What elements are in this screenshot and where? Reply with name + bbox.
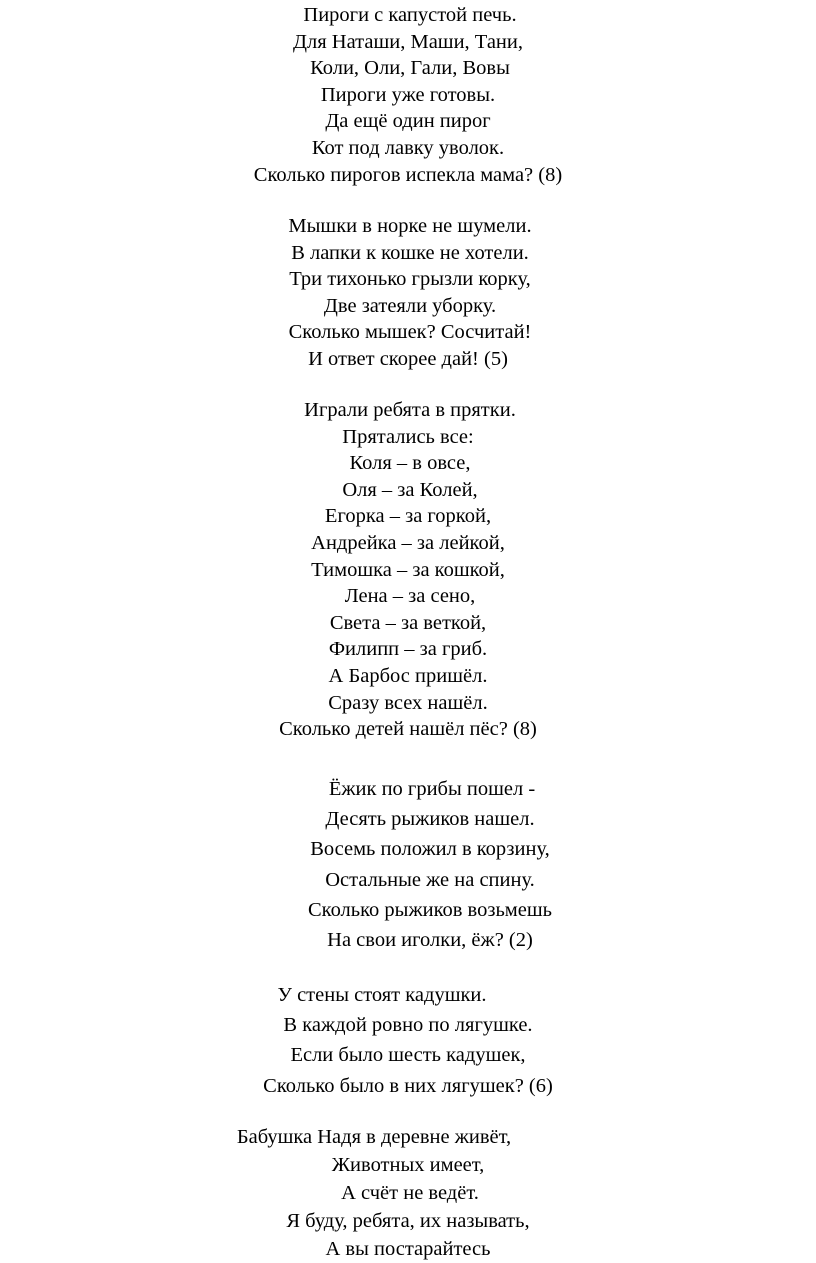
poem-line: Остальные же на спину. <box>325 868 535 891</box>
poem-question: Сколько пирогов испекла мама? (8) <box>253 163 563 186</box>
poem-question: И ответ скорее дай! (5) <box>308 347 508 370</box>
poem-line: Животных имеет, <box>331 1154 485 1176</box>
poem-question: На свои иголки, ёж? (2) <box>327 928 533 951</box>
poem-line: А вы постарайтесь <box>325 1238 491 1260</box>
poem-line: Лена – за сено, <box>344 585 476 608</box>
poem-pies <box>0 2 816 188</box>
poem-line: Да ещё один пирог <box>325 110 491 133</box>
poem-line: Для Наташи, Маши, Тани, <box>293 30 523 53</box>
poem-line: Я буду, ребята, их называть, <box>286 1210 530 1232</box>
poem-line: В лапки к кошке не хотели. <box>291 241 529 264</box>
poem-line: Восемь положил в корзину, <box>310 838 550 861</box>
poem-line: Мышки в норке не шумели. <box>288 215 532 237</box>
poem-line: В каждой ровно по лягушке. <box>283 1014 533 1037</box>
poem-line: Филипп – за гриб. <box>328 638 488 661</box>
poem-grandma <box>0 1123 816 1263</box>
poem-line: Бабушка Надя в деревне живёт, <box>236 1126 512 1148</box>
poem-tubs <box>0 980 816 1101</box>
poem-line: Андрейка – за лейкой, <box>311 531 505 554</box>
poem-question: Сколько было в них лягушек? (6) <box>263 1074 553 1097</box>
poem-line: Пироги уже готовы. <box>320 83 496 106</box>
poem-line: Сразу всех нашёл. <box>328 691 488 714</box>
poem-line: Кот под лавку уволок. <box>311 136 505 159</box>
poem-line: Три тихонько грызли корку, <box>289 268 531 291</box>
poem-line: А Барбос пришёл. <box>328 664 488 687</box>
poem-line: Коли, Оли, Гали, Вовы <box>310 57 510 80</box>
poem-line: Сколько рыжиков возьмешь <box>307 898 553 921</box>
poem-line: Десять рыжиков нашел. <box>325 808 535 831</box>
poem-line: Тимошка – за кошкой, <box>311 558 505 581</box>
poem-line: Сколько мышек? Сосчитай! <box>288 321 532 344</box>
poem-line: Играли ребята в прятки. <box>304 399 516 421</box>
poem-mice <box>0 213 816 373</box>
poem-line: Света – за веткой, <box>329 611 487 634</box>
poem-line: У стены стоят кадушки. <box>277 984 487 1006</box>
poem-question: Сколько детей нашёл пёс? (8) <box>279 718 537 741</box>
poem-line: Коля – в овсе, <box>349 452 471 475</box>
poem-line: Две затеяли уборку. <box>323 294 497 317</box>
poem-hedgehog <box>0 774 816 955</box>
poem-line: Если было шесть кадушек, <box>290 1044 526 1067</box>
poem-hide-and-seek <box>0 397 816 743</box>
poem-line: Ёжик по грибы пошел - <box>328 778 536 800</box>
poem-line: Оля – за Колей, <box>342 478 478 501</box>
poem-line: А счёт не ведёт. <box>341 1182 479 1204</box>
poem-line: Прятались все: <box>342 425 474 448</box>
poem-line: Пироги с капустой печь. <box>303 4 517 26</box>
poem-line: Егорка – за горкой, <box>324 505 492 528</box>
